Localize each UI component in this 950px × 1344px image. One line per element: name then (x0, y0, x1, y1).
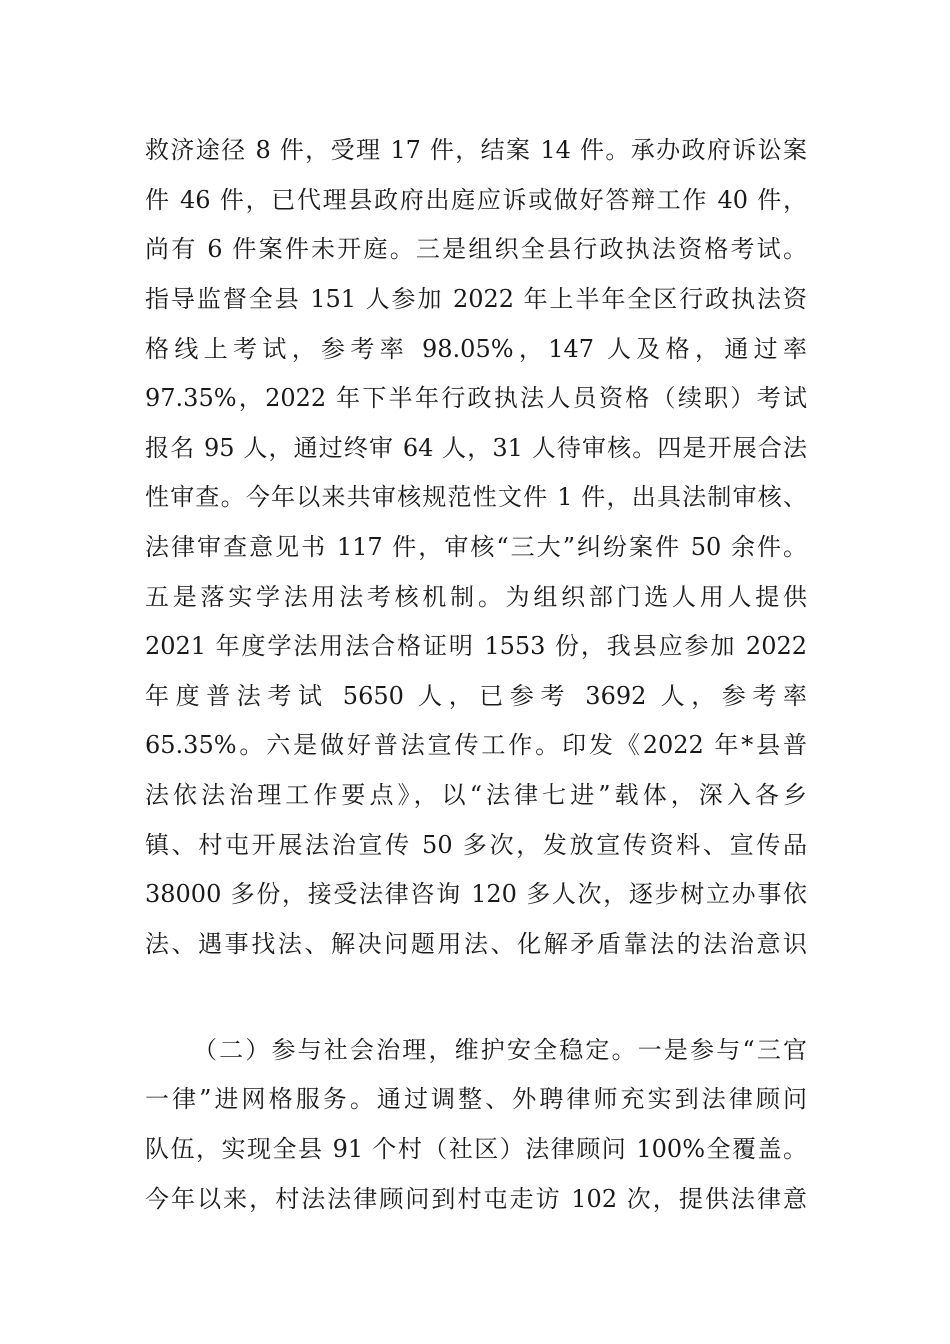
text-line-indented: （二）参与社会治理，维护安全稳定。一是参与“三官 (193, 1036, 807, 1064)
text-line: 法律审查意见书 117 件，审核“三大”纠纷案件 50 余件。 (145, 533, 807, 561)
text-line: 38000 多份，接受法律咨询 120 多人次，逐步树立办事依 (145, 880, 807, 908)
text-line: 一律”进网格服务。通过调整、外聘律师充实到法律顾问 (145, 1085, 807, 1113)
text-line: 救济途径 8 件，受理 17 件，结案 14 件。承办政府诉讼案 (145, 136, 807, 164)
text-line: 队伍，实现全县 91 个村（社区）法律顾问 100%全覆盖。 (145, 1135, 807, 1163)
text-line: 2021 年度学法用法合格证明 1553 份，我县应参加 2022 (145, 632, 807, 660)
text-line: 报名 95 人，通过终审 64 人，31 人待审核。四是开展合法 (145, 434, 807, 462)
text-line: 性审查。今年以来共审核规范性文件 1 件，出具法制审核、 (145, 483, 807, 511)
text-line: 件 46 件，已代理县政府出庭应诉或做好答辩工作 40 件， (145, 186, 807, 214)
text-line: 尚有 6 件案件未开庭。三是组织全县行政执法资格考试。 (145, 235, 807, 263)
text-line: 法依法治理工作要点》，以“法律七进”载体，深入各乡 (145, 781, 807, 809)
text-line: 法、遇事找法、解决问题用法、化解矛盾靠法的法治意识 (145, 930, 807, 958)
text-line: 指导监督全县 151 人参加 2022 年上半年全区行政执法资 (145, 285, 807, 313)
text-line: 格线上考试，参考率 98.05%，147 人及格，通过率 (145, 335, 807, 363)
text-line: 今年以来，村法法律顾问到村屯走访 102 次，提供法律意 (145, 1185, 807, 1213)
text-line: 年度普法考试 5650 人，已参考 3692 人，参考率 (145, 682, 807, 710)
text-line: 97.35%，2022 年下半年行政执法人员资格（续职）考试 (145, 384, 807, 412)
text-line: 五是落实学法用法考核机制。为组织部门选人用人提供 (145, 583, 807, 611)
text-line: 65.35%。六是做好普法宣传工作。印发《2022 年*县普 (145, 731, 807, 759)
text-line: 镇、村屯开展法治宣传 50 多次，发放宣传资料、宣传品 (145, 831, 807, 859)
